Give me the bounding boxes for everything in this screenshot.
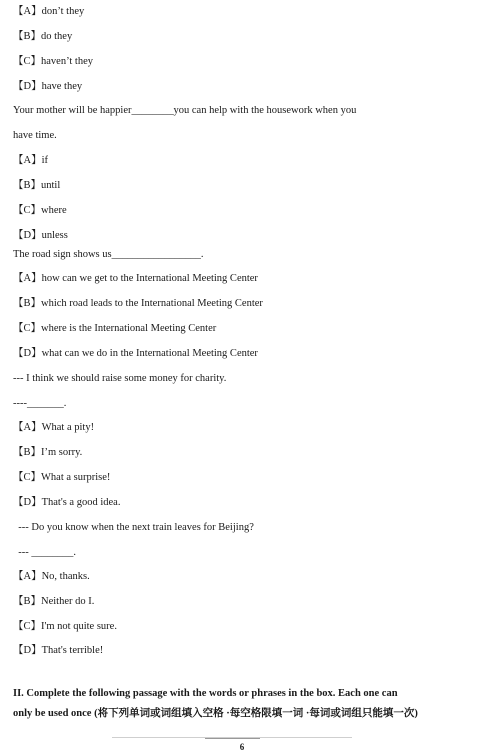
answer-option: 【D】have they: [13, 81, 83, 92]
answer-option: 【C】haven’t they: [13, 56, 94, 67]
answer-option: 【D】unless: [13, 230, 68, 241]
answer-option: 【B】I’m sorry.: [13, 447, 83, 458]
answer-option: 【C】where: [13, 205, 67, 216]
answer-option: 【A】how can we get to the International Meeting Center: [13, 273, 258, 284]
answer-option: 【D】what can we do in the International Meeting Center: [13, 348, 258, 359]
question-text: ----_______.: [13, 398, 67, 409]
answer-option: 【D】That's a good idea.: [13, 497, 121, 508]
question-text: Your mother will be happier________you can help with the housework when you: [13, 105, 357, 116]
answer-option: 【A】don’t they: [13, 6, 85, 17]
section-heading-line-2: only be used once (将下列单词或词组填入空格 ·每空格限填一词 ·每词或词组只能填一次): [13, 708, 418, 719]
answer-option: 【B】until: [13, 180, 61, 191]
answer-option: 【B】which road leads to the International Meeting Center: [13, 298, 263, 309]
question-text: have time.: [13, 130, 57, 141]
answer-option: 【B】Neither do I.: [13, 596, 95, 607]
section-heading-line-1: II. Complete the following passage with the words or phrases in the box. Each one can: [13, 688, 398, 699]
answer-option: 【A】What a pity!: [13, 422, 95, 433]
question-text: --- Do you know when the next train leaves for Beijing?: [13, 522, 254, 533]
answer-option: 【A】if: [13, 155, 48, 166]
answer-option: 【D】That's terrible!: [13, 645, 104, 656]
question-text: --- ________.: [13, 547, 76, 558]
answer-option: 【C】What a surprise!: [13, 472, 111, 483]
answer-option: 【B】do they: [13, 31, 73, 42]
page-number: 6: [239, 742, 245, 752]
answer-option: 【C】where is the International Meeting Center: [13, 323, 217, 334]
question-text: --- I think we should raise some money for charity.: [13, 373, 227, 384]
question-text: The road sign shows us_________________.: [13, 249, 204, 260]
answer-option: 【A】No, thanks.: [13, 571, 90, 582]
footer-rule-accent: [205, 738, 260, 739]
answer-option: 【C】I'm not quite sure.: [13, 621, 117, 632]
